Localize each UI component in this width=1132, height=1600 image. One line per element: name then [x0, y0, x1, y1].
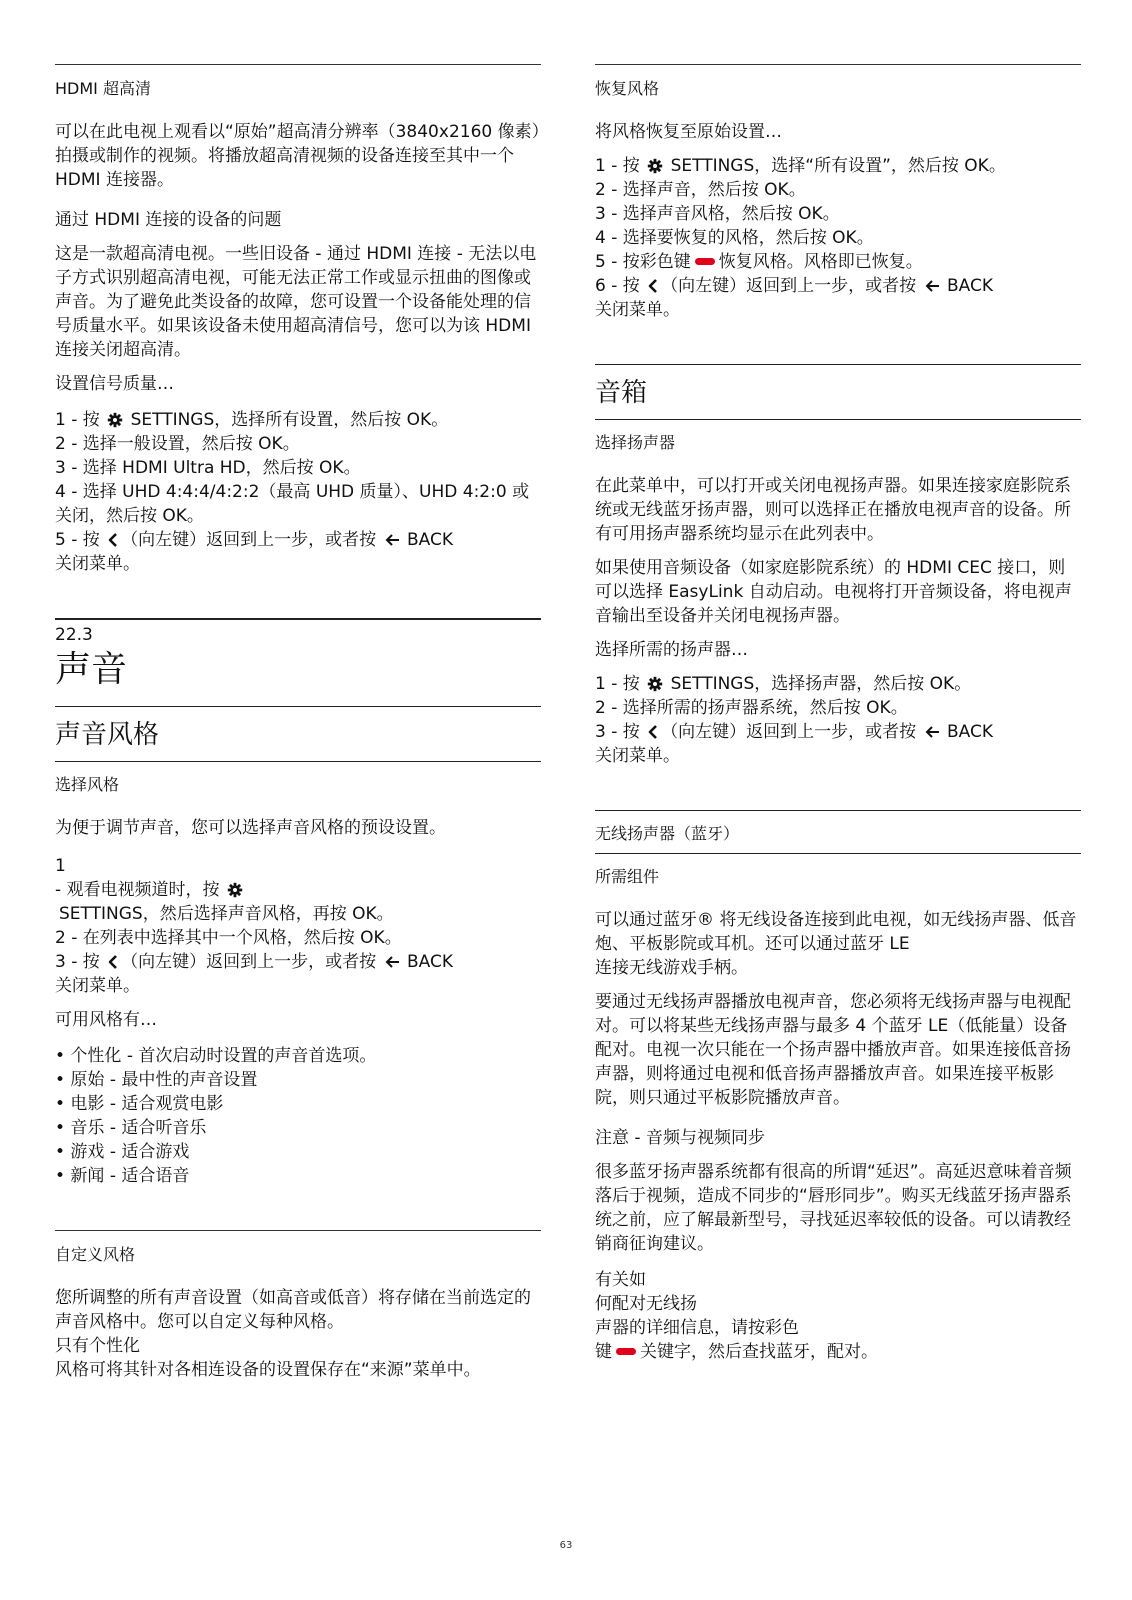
step-text: BACK: [406, 530, 453, 550]
paragraph: 可用风格有…: [55, 1010, 157, 1030]
paragraph: 为便于调节声音，您可以选择声音风格的预设设置。: [55, 818, 446, 838]
section-title: 声音: [55, 649, 128, 690]
subheading: 注意 - 音频与视频同步: [595, 1128, 765, 1148]
step-list: [55, 854, 541, 998]
back-arrow-icon: [924, 278, 940, 294]
list-item: • 原始 - 最中性的声音设置: [55, 1070, 258, 1090]
red-color-key-icon: [616, 1348, 636, 1355]
paragraph-text: 连接无线游戏手柄。: [595, 958, 748, 978]
list-item: • 游戏 - 适合游戏: [55, 1142, 190, 1162]
speakers-heading: [595, 364, 1081, 420]
right-column: [595, 64, 1081, 1364]
paragraph-text: 有关如: [595, 1270, 646, 1290]
step: 3 - 选择 HDMI Ultra HD，然后按 OK。: [55, 458, 361, 478]
step-text: （向左键）返回到上一步，或者按: [661, 276, 917, 296]
step: [55, 528, 541, 552]
step: 4 - 选择要恢复的风格，然后按 OK。: [595, 228, 874, 248]
step-text: 1 - 按: [55, 410, 100, 430]
red-color-key-icon: [695, 258, 715, 265]
heading-text: 声音风格: [55, 720, 160, 750]
step-text: 键: [595, 1342, 612, 1362]
step-text: 6 - 按: [595, 276, 640, 296]
step: 2 - 选择声音，然后按 OK。: [595, 180, 806, 200]
step: [55, 950, 541, 974]
paragraph-text: 可以通过蓝牙® 将无线设备连接到此电视，如无线扬声器、低音炮、平板影院或耳机。还可以通过蓝牙 LE: [595, 910, 1077, 954]
paragraph: 要通过无线扬声器播放电视声音，您必须将无线扬声器与电视配对。可以将某些无线扬声器与最多 4 个蓝牙 LE（低能量）设备配对。电视一次只能在一个扬声器中播放声音。如果连接低音扬声器，则将通过电视和低音扬声器播放声音。如果连接平板影院，则只通过平板影院播放声音。: [595, 992, 1071, 1108]
step: 关闭菜单。: [595, 746, 680, 766]
step: [595, 250, 1081, 274]
heading-text: HDMI 超高清: [55, 79, 151, 98]
subheading: 所需组件: [595, 867, 660, 886]
left-chevron-icon: [107, 532, 119, 548]
subheading: 选择风格: [55, 775, 120, 794]
heading-text: 自定义风格: [55, 1245, 136, 1264]
settings-gear-icon: [647, 676, 663, 692]
bullet-list: [55, 1044, 541, 1188]
step-text: 3 - 按: [55, 952, 100, 972]
heading-text: 无线扬声器（蓝牙）: [595, 824, 740, 843]
step-text: 5 - 按彩色键: [595, 252, 691, 272]
section-number: 22.3: [55, 625, 93, 645]
step-number: 1: [55, 856, 66, 876]
sound-style-heading: [55, 706, 541, 762]
list-item: • 新闻 - 适合语音: [55, 1166, 190, 1186]
step-list: [595, 154, 1081, 322]
left-chevron-icon: [647, 724, 659, 740]
restore-style-heading: [595, 64, 1081, 100]
custom-style-heading: [55, 1230, 541, 1266]
step: 2 - 在列表中选择其中一个风格，然后按 OK。: [55, 928, 402, 948]
step-text: BACK: [946, 276, 993, 296]
step: [595, 720, 1081, 744]
step-text: 1 - 按: [595, 674, 640, 694]
paragraph-text: 何配对无线扬: [595, 1294, 697, 1314]
paragraph: 风格可将其针对各相连设备的设置保存在“来源”菜单中。: [55, 1360, 481, 1380]
step: 关闭菜单。: [595, 300, 680, 320]
paragraph: 将风格恢复至原始设置…: [595, 122, 782, 142]
step-text: 3 - 按: [595, 722, 640, 742]
step: 4 - 选择 UHD 4:4:4/4:2:2（最高 UHD 质量）、UHD 4:2:0 或关闭，然后按 OK。: [55, 482, 530, 526]
step-text: 1 - 按: [595, 156, 640, 176]
hdmi-uhd-heading: [55, 64, 541, 100]
settings-gear-icon: [647, 158, 663, 174]
left-chevron-icon: [107, 954, 119, 970]
paragraph-text: [595, 1340, 1081, 1364]
step-list: [595, 672, 1081, 768]
step-text: 关键字，然后查找蓝牙，配对。: [640, 1342, 878, 1362]
paragraph: 可以在此电视上观看以“原始”超高清分辨率（3840x2160 像素）拍摄或制作的视频。将播放超高清视频的设备连接至其中一个 HDMI 连接器。: [55, 122, 541, 190]
step-text: （向左键）返回到上一步，或者按: [121, 530, 377, 550]
step-text: BACK: [946, 722, 993, 742]
step: 2 - 选择一般设置，然后按 OK。: [55, 434, 300, 454]
step: 3 - 选择声音风格，然后按 OK。: [595, 204, 840, 224]
page-number: 63: [559, 1540, 573, 1551]
left-column: [55, 64, 541, 1382]
step-text: （向左键）返回到上一步，或者按: [661, 722, 917, 742]
back-arrow-icon: [924, 724, 940, 740]
step: [595, 154, 1081, 178]
select-speakers-block: [595, 432, 1081, 768]
paragraph-text: 声器的详细信息，请按彩色: [595, 1318, 799, 1338]
settings-gear-icon: [107, 412, 123, 428]
step: [595, 274, 1081, 298]
paragraph: 这是一款超高清电视。一些旧设备 - 通过 HDMI 连接 - 无法以电子方式识别超高清电视，可能无法正常工作或显示扭曲的图像或声音。为了避免此类设备的故障，您可设置一个设备能处理的信号质量水平。如果该设备未使用超高清信号，您可以为该 HDMI 连接关闭超高清。: [55, 244, 537, 360]
step: [55, 408, 541, 432]
select-style-block: [55, 774, 541, 1188]
heading-text: 音箱: [595, 378, 648, 408]
step-text: 5 - 按: [55, 530, 100, 550]
subheading: 通过 HDMI 连接的设备的问题: [55, 210, 282, 230]
step-text: SETTINGS，选择扬声器，然后按 OK。: [670, 674, 972, 694]
settings-gear-icon: [227, 882, 243, 898]
paragraph: 设置信号质量…: [55, 374, 174, 394]
section-sound: [55, 618, 541, 692]
step: 关闭菜单。: [55, 554, 140, 574]
step-text: 恢复风格。风格即已恢复。: [718, 252, 923, 272]
paragraph: 只有个性化: [55, 1336, 140, 1356]
step: 2 - 选择所需的扬声器系统，然后按 OK。: [595, 698, 908, 718]
step-list: [55, 408, 541, 576]
step: SETTINGS，然后选择声音风格，再按 OK。: [59, 904, 394, 924]
paragraph: 很多蓝牙扬声器系统都有很高的所谓“延迟”。高延迟意味着音频落后于视频，造成不同步的“唇形同步”。购买无线蓝牙扬声器系统之前，应了解最新型号，寻找延迟率较低的设备。可以请教经销商征询建议。: [595, 1162, 1072, 1254]
list-item: • 音乐 - 适合听音乐: [55, 1118, 207, 1138]
paragraph: 选择所需的扬声器…: [595, 640, 748, 660]
paragraph: 您所调整的所有声音设置（如高音或低音）将存储在当前选定的声音风格中。您可以自定义每种风格。: [55, 1288, 531, 1332]
back-arrow-icon: [384, 954, 400, 970]
step-text: BACK: [406, 952, 453, 972]
paragraph: [595, 908, 1081, 980]
step-text: （向左键）返回到上一步，或者按: [121, 952, 377, 972]
step-text: SETTINGS，选择“所有设置”，然后按 OK。: [670, 156, 1006, 176]
list-item: • 电影 - 适合观赏电影: [55, 1094, 224, 1114]
list-item: • 个性化 - 首次启动时设置的声音首选项。: [55, 1046, 377, 1066]
step: 关闭菜单。: [55, 976, 140, 996]
paragraph: 在此菜单中，可以打开或关闭电视扬声器。如果连接家庭影院系统或无线蓝牙扬声器，则可以选择正在播放电视声音的设备。所有可用扬声器系统均显示在此列表中。: [595, 476, 1071, 544]
step-text: - 观看电视频道时，按: [55, 880, 220, 900]
back-arrow-icon: [384, 532, 400, 548]
heading-text: 恢复风格: [595, 79, 660, 98]
subheading: 选择扬声器: [595, 433, 676, 452]
step: [55, 878, 541, 902]
left-chevron-icon: [647, 278, 659, 294]
step-text: SETTINGS，选择所有设置，然后按 OK。: [130, 410, 449, 430]
paragraph: [595, 1268, 1081, 1364]
wireless-speakers-heading: [595, 810, 1081, 854]
step: [595, 672, 1081, 696]
paragraph: 如果使用音频设备（如家庭影院系统）的 HDMI CEC 接口，则可以选择 EasyLink 自动启动。电视将打开音频设备，将电视声音输出至设备并关闭电视扬声器。: [595, 558, 1072, 626]
